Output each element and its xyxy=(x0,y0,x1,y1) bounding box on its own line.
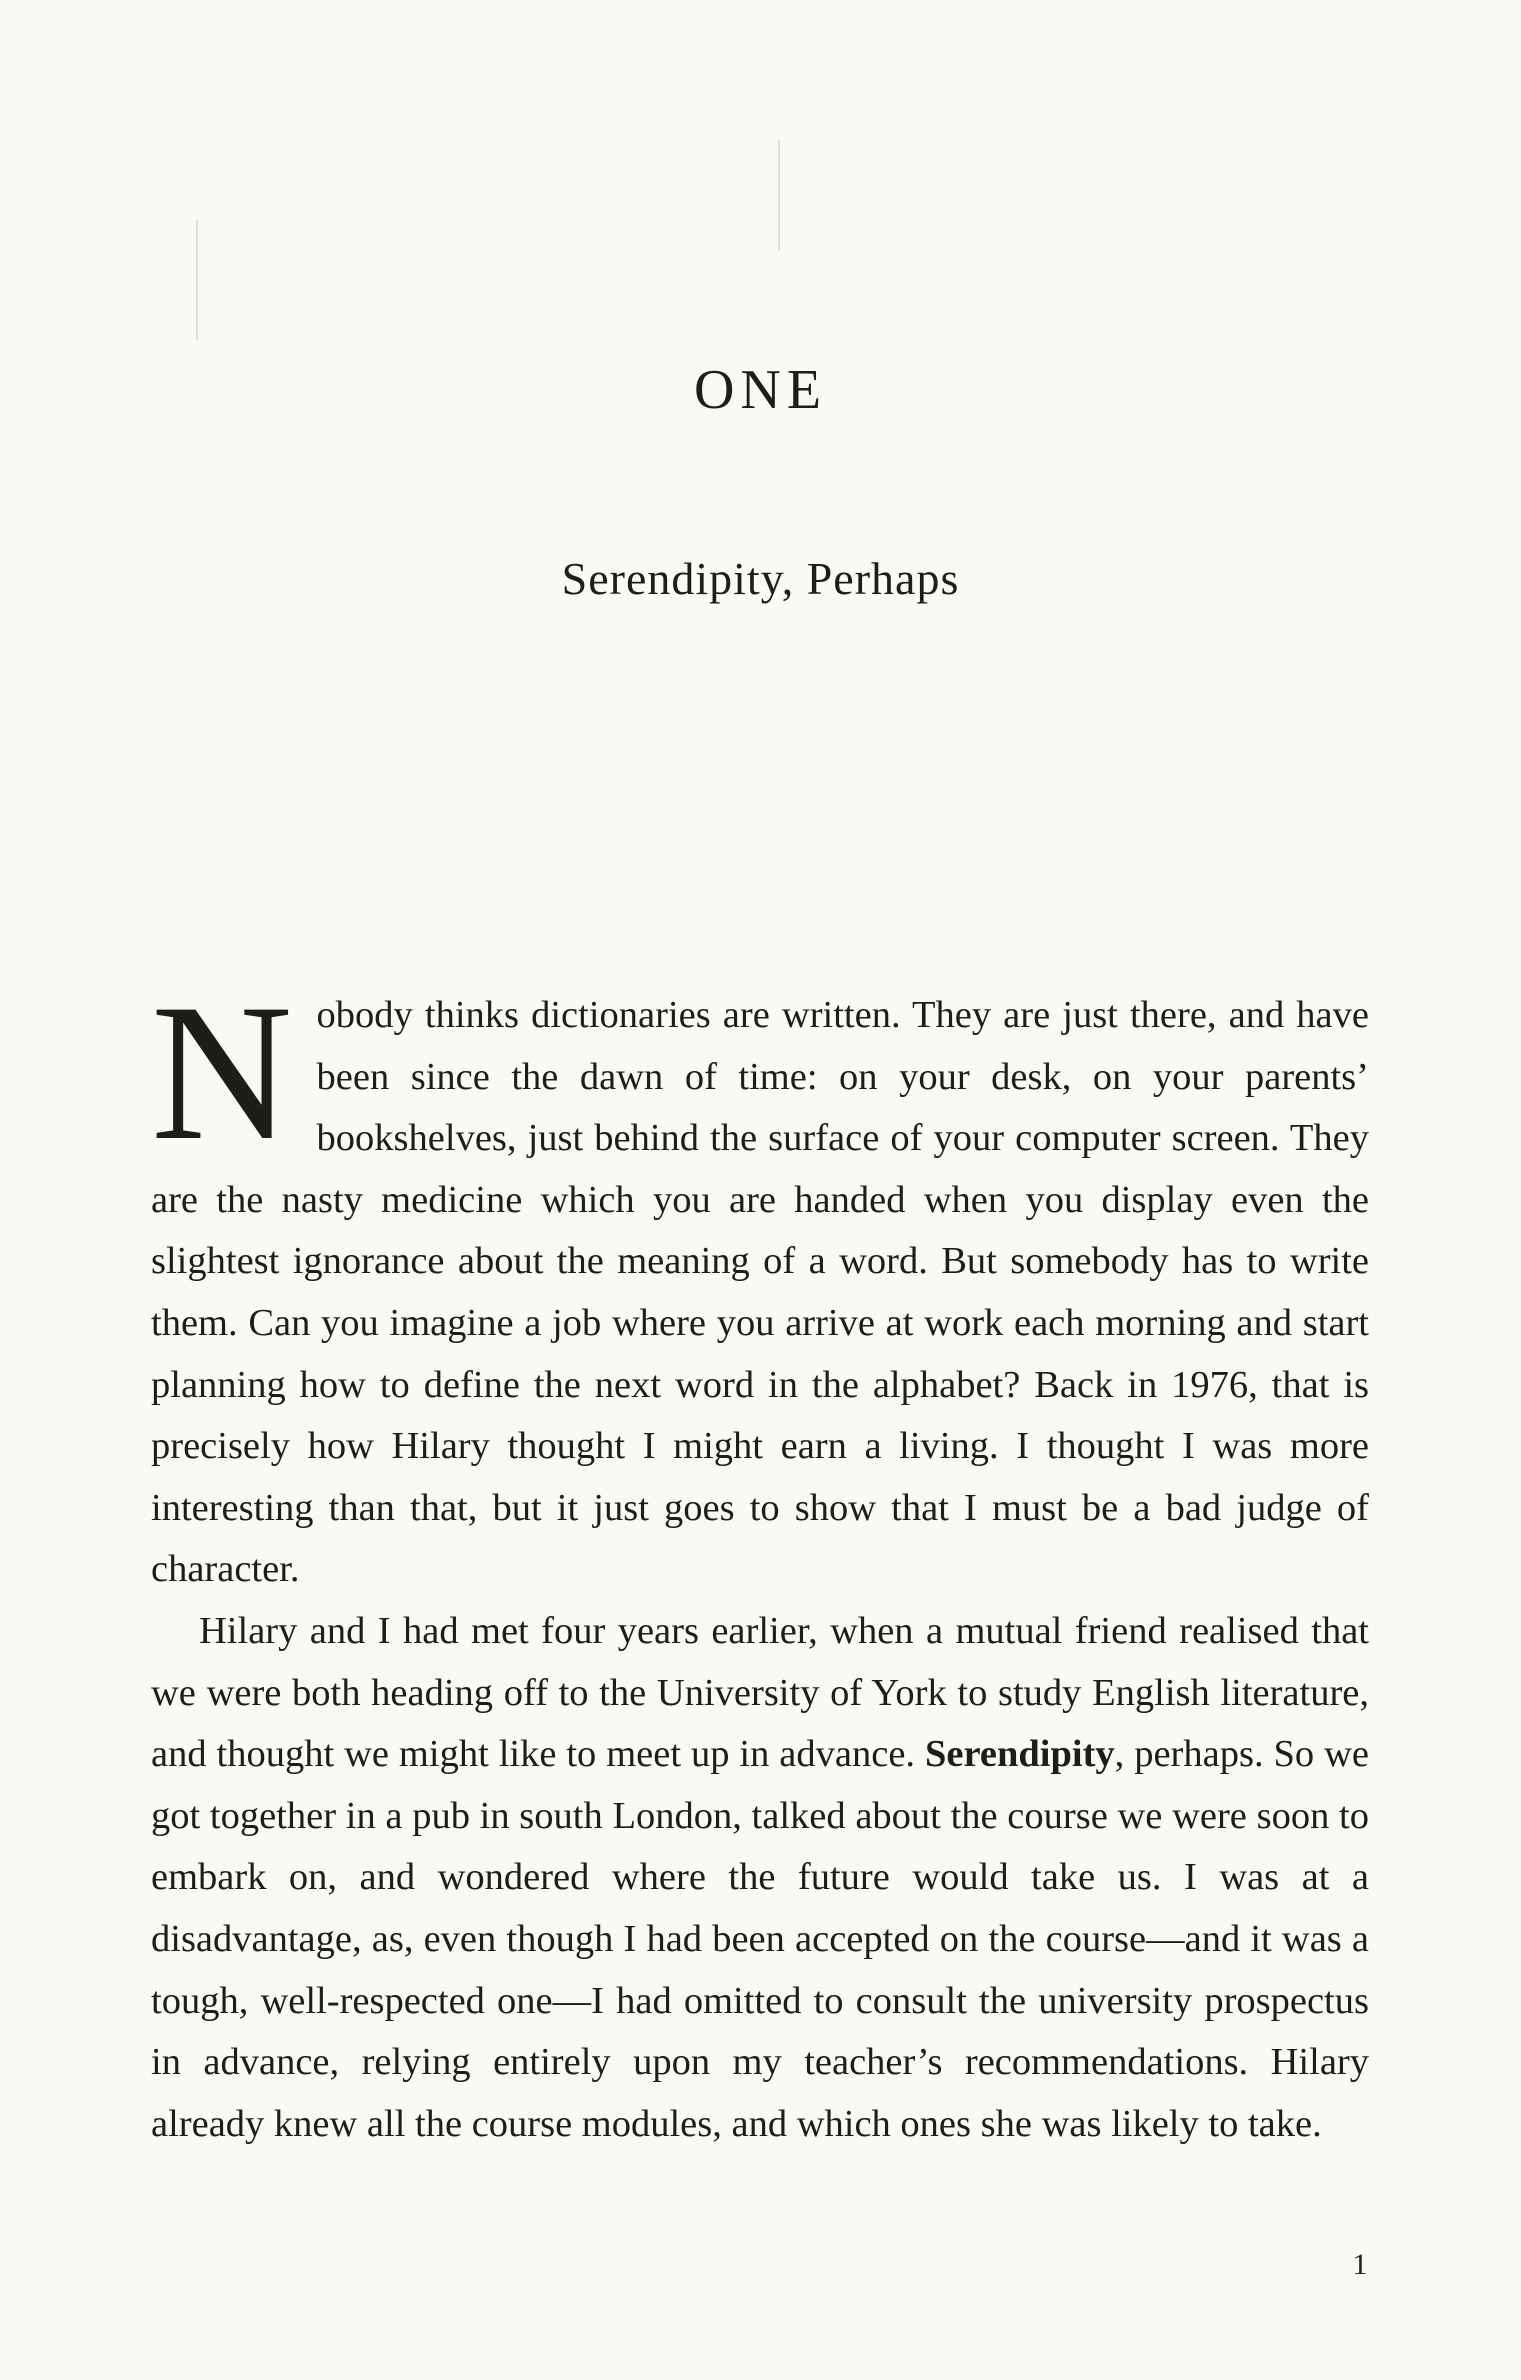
scan-artifact-line xyxy=(196,220,198,340)
paragraph-second-rest: , perhaps. So we got together in a pub in south London, talked about the course we were soon to embark on, and wondered where the future would take us. I was at a disadvantage, as, even though I had been accepted on the course—and it was a tough, well-respected one—I had omitted to consult the university prospectus in advance, relying entirely upon my teacher’s recommendations. Hilary already knew all the course modules, and which ones she was likely to take. xyxy=(151,1733,1369,2145)
paragraph-second-lead: Hilary and I had met four years earlier, when a mutual friend realised that we were both heading off to the University of York to study English literature, and thought we might like to meet up in advance. xyxy=(151,1609,1369,1776)
paragraph-first-text: obody thinks dictionaries are written. They are just there, and have been since the dawn of time: on your desk, on your parents’ bookshelves, just behind the surface of your computer screen. They are the nasty medicine which you are handed when you display even the slightest ignorance about the meaning of a word. But somebody has to write them. Can you imagine a job where you arrive at work each morning and start planning how to define the next word in the alphabet? Back in 1976, that is precisely how Hilary thought I might earn a living. I thought I was more interesting than that, but it just goes to show that I must be a bad judge of character. xyxy=(151,994,1369,1591)
chapter-title: Serendipity, Perhaps xyxy=(561,553,960,604)
drop-cap: N xyxy=(151,964,293,1181)
dictionary-headword: Serendipity xyxy=(924,1733,1115,1776)
paragraph-second xyxy=(151,1601,1369,2155)
scan-artifact-line xyxy=(778,140,780,250)
page-number: 1 xyxy=(1352,2248,1368,2281)
paragraph-first xyxy=(151,964,1369,1601)
body-text xyxy=(151,964,1369,2155)
chapter-number: ONE xyxy=(693,359,828,421)
